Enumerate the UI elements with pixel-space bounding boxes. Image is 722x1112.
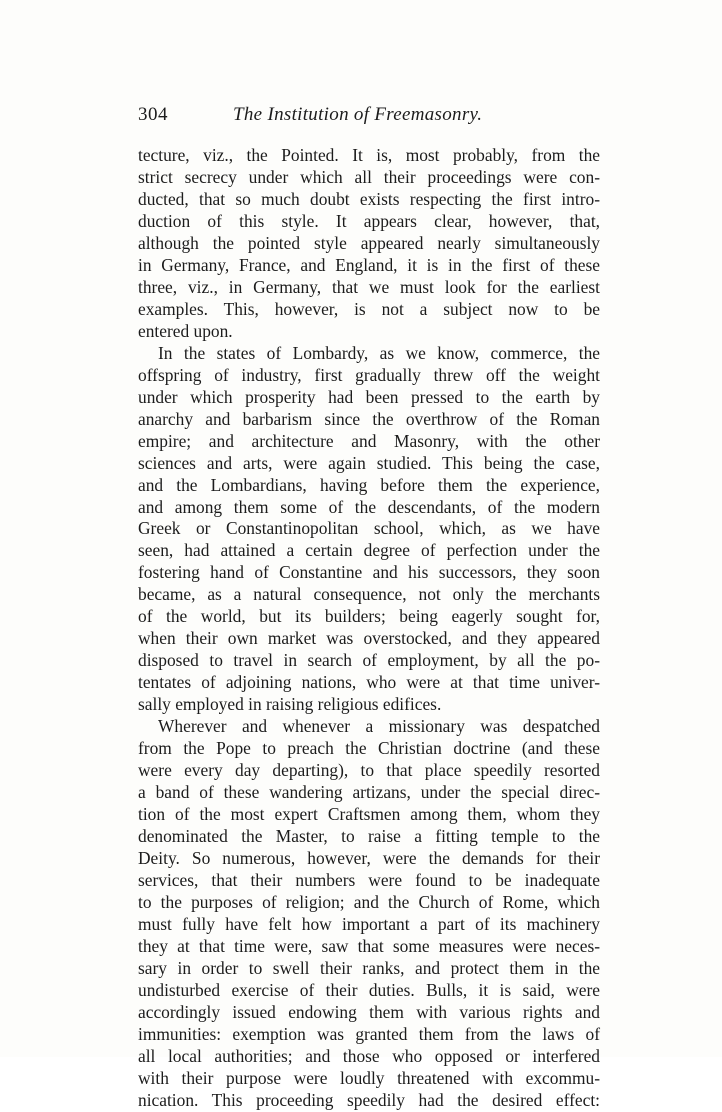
text-line: strict secrecy under which all their proceedings were con- — [138, 166, 600, 187]
text-line: Wherever and whenever a missionary was despatched — [158, 716, 600, 737]
page-number: 304 — [138, 104, 168, 125]
text-line: with their purpose were loudly threatened with excommu- — [138, 1067, 600, 1088]
text-line: under which prosperity had been pressed to the earth by — [138, 386, 600, 407]
running-title: The Institution of Freemasonry. — [233, 104, 483, 125]
text-line: when their own market was overstocked, and they appeared — [138, 628, 600, 649]
text-line: three, viz., in Germany, that we must look for the earliest — [138, 276, 600, 297]
text-line: were every day departing), to that place speedily resorted — [138, 760, 600, 781]
text-line: Deity. So numerous, however, were the demands for their — [138, 848, 600, 868]
text-line: entered upon. — [138, 320, 233, 341]
text-line: Greek or Constantinopolitan school, which, as we have — [138, 518, 600, 539]
text-line: denominated the Master, to raise a fitting temple to the — [138, 826, 600, 847]
text-line: duction of this style. It appears clear, however, that, — [138, 210, 600, 231]
text-line: fostering hand of Constantine and his successors, they soon — [138, 562, 600, 583]
text-line: services, that their numbers were found to be inadequate — [138, 869, 600, 890]
text-line: of the world, but its builders; being eagerly sought for, — [138, 606, 600, 627]
text-line: disposed to travel in search of employment, by all the po- — [138, 650, 600, 671]
text-line: tion of the most expert Craftsmen among them, whom they — [138, 804, 600, 825]
text-line: in Germany, France, and England, it is in the first of these — [138, 254, 600, 275]
text-line: empire; and architecture and Masonry, with the other — [138, 430, 600, 451]
text-line: tecture, viz., the Pointed. It is, most probably, from the — [138, 145, 600, 165]
text-line: sary in order to swell their ranks, and protect them in the — [138, 957, 600, 978]
text-line: sally employed in raising religious edifices. — [138, 694, 442, 715]
text-line: seen, had attained a certain degree of perfection under the — [138, 540, 600, 561]
text-line: a band of these wandering artizans, under the special direc- — [138, 782, 600, 803]
text-line: sciences and arts, were again studied. This being the case, — [138, 452, 600, 473]
text-line: all local authorities; and those who opposed or interfered — [138, 1045, 600, 1066]
text-line: and among them some of the descendants, of the modern — [138, 496, 600, 517]
text-line: to the purposes of religion; and the Church of Rome, which — [138, 891, 600, 912]
text-line: from the Pope to preach the Christian doctrine (and these — [138, 738, 600, 759]
text-line: anarchy and barbarism since the overthrow of the Roman — [138, 408, 600, 429]
text-line: accordingly issued endowing them with various rights and — [138, 1001, 600, 1022]
text-line: examples. This, however, is not a subject now to be — [138, 298, 600, 319]
text-line: In the states of Lombardy, as we know, commerce, the — [158, 342, 600, 363]
text-line: nication. This proceeding speedily had the desired effect: — [138, 1089, 600, 1110]
text-line: offspring of industry, first gradually threw off the weight — [138, 364, 600, 385]
text-line: must fully have felt how important a part of its machinery — [138, 913, 600, 934]
body-text — [138, 145, 600, 1112]
text-line: although the pointed style appeared nearly simultaneously — [138, 232, 600, 253]
text-line: undisturbed exercise of their duties. Bulls, it is said, were — [138, 979, 600, 1000]
text-line: and the Lombardians, having before them the experience, — [138, 474, 600, 495]
text-line: became, as a natural consequence, not only the merchants — [138, 584, 600, 605]
text-line: immunities: exemption was granted them from the laws of — [138, 1023, 600, 1044]
running-head — [138, 104, 600, 130]
text-line: tentates of adjoining nations, who were at that time univer- — [138, 672, 600, 693]
text-line: ducted, that so much doubt exists respecting the first intro- — [138, 188, 600, 209]
text-line: they at that time were, saw that some measures were neces- — [138, 935, 600, 956]
